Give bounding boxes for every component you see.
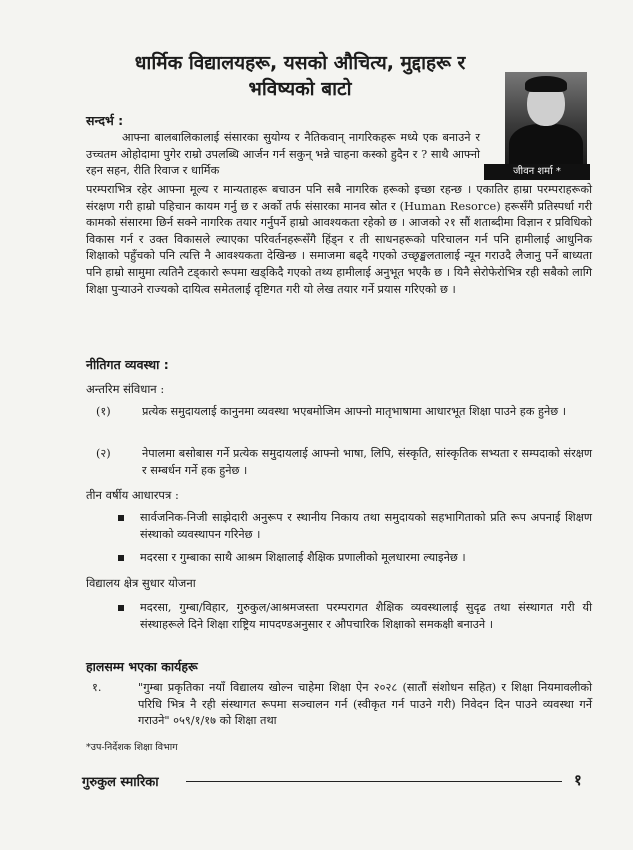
bullet-text: मदरसा, गुम्बा/विहार, गुरुकुल/आश्रमजस्ता परम्परागत शैक्षिक व्यवस्थालाई सुदृढ तथा संस्थागत गरी यी संस्थाहरूले दिने शिक्षा राष्ट्रिय मापदण्डअनुसार र औपचारिक शिक्षाको समकक्षी बनाउने । [140,601,592,631]
three-year-plan-label: तीन वर्षीय आधारपत्र : [86,488,179,502]
bullet-marker [118,555,124,561]
item-text: प्रत्येक समुदायलाई कानुनमा व्यवस्था भएबमोजिम आफ्नो मातृभाषामा आधारभूत शिक्षा पाउने हक हुनेछ । [142,405,567,418]
article-title [80,50,520,102]
constitution-label: अन्तरिम संविधान : [86,382,165,396]
reform-plan-label: विद्यालय क्षेत्र सुधार योजना [86,576,196,590]
bullet-marker [118,605,124,611]
constitution-item [96,404,592,438]
work-item [92,680,592,732]
bullet-text: मदरसा र गुम्बाका साथै आश्रम शिक्षालाई शैक्षिक प्रणालीको मूलधारमा ल्याइनेछ । [140,551,466,564]
author-footnote: *उप-निर्देशक शिक्षा विभाग [86,742,178,753]
publication-title: गुरुकुल स्मारिका [82,775,159,790]
author-caption: जीवन शर्मा * [484,164,590,180]
intro-heading: सन्दर्भ : [86,113,124,128]
item-text: "गुम्बा प्रकृतिका नयाँ विद्यालय खोल्न चाहेमा शिक्षा ऐन २०२८ (सातौं संशोधन सहित) र शिक्षा नियमावलीको परिधि भित्र नै रही संस्थागत रूपमा सञ्चालन गर्न (स्वीकृत गर्न पाउने गरी) निवेदन दिन पाउने व्यवस्था गर्ने गराउने" ०५९/१/१७ को शिक्षा तथा [138,681,592,728]
bullet-item [118,600,592,650]
item-number: १. [92,681,102,694]
bullet-marker [118,515,124,521]
item-number: (२) [96,447,111,460]
intro-paragraph-continued: परम्पराभित्र रहेर आफ्ना मूल्य र मान्यताहरू बचाउन पनि सबै नागरिक हरूको इच्छा रहन्छ । एकातिर हाम्रा परम्पराहरूको संरक्षण गरी हाम्रो पहिचान कायम गर्नु छ र अर्को तर्फ संसारका मानव स्रोत र (Human Resorce) हरूसँगै प्रतिस्पर्धा गरी कामको संसारमा छिर्न सक्ने नागरिक तयार गर्नुपर्ने हाम्रो आवश्यकता रहेको छ । आजको २१ सौं शताब्दीमा विज्ञान र प्रविधिको विकास गर्न र उक्त विकासले ल्याएका परिवर्तनहरूसँगै हिंड्न र ती साधनहरूको परिचालन गर्न पनि हामीलाई आधुनिक शिक्षाको पहुँचको पनि त्यत्ति नै आवश्यकता देखिन्छ । समाजमा बढ्दै गएको उच्छृङ्खलतालाई न्यून गराउदै लैजानु पर्ने बाध्यता पनि हाम्रो सामुमा त्यतिनै टड्कारो रूपमा खड्किदै गएको तथ्य हामीलाई अनुभूत भएकै छ । यिनै सेरोफेरोभित्र रही सबैको लागि शिक्षा पुऱ्याउने राज्यको दायित्व समेतलाई दृष्टिगत गरी यो लेख तयार गर्ने प्रयास गरिएको छ । [86,183,592,296]
article-title-line-1: धार्मिक विद्यालयहरू, यसको औचित्य, मुद्दाहरू र [134,52,466,74]
bullet-item [118,510,592,544]
policy-heading: नीतिगत व्यवस्था : [86,357,169,372]
article-title-line-2: भविष्यको बाटो [248,78,352,100]
intro-paragraph-start: आफ्ना बालबालिकालाई संसारका सुयोग्य र नैतिकवान् नागरिकहरू मध्ये एक बनाउने र उच्चतम ओहोदामा पुगेर राम्रो उपलब्धि आर्जन गर्न सकुन् भन्ने चाहना कस्को हुदैन र ? साथै आफ्नो रहन सहन, रीति रिवाज र धार्मिक [86,131,480,178]
footer-rule [186,781,562,782]
item-text: नेपालमा बसोबास गर्ने प्रत्येक समुदायलाई आफ्नो भाषा, लिपि, संस्कृति, सांस्कृतिक सभ्यता र सम्पदाको संरक्षण र सम्बर्धन गर्ने हक हुनेछ । [142,447,592,477]
item-number: (१) [96,405,111,418]
author-photo [505,72,587,168]
bullet-text: सार्वजनिक-निजी साझेदारी अनुरूप र स्थानीय निकाय तथा समुदायको सहभागिताको प्रति रूप अपनाई शिक्षण संस्थाको व्यवस्थापन गरिनेछ । [140,511,592,541]
constitution-item [96,446,592,480]
bullet-item [118,550,592,568]
page-number: १ [574,771,582,789]
work-done-heading: हालसम्म भएका कार्यहरू [86,659,198,674]
